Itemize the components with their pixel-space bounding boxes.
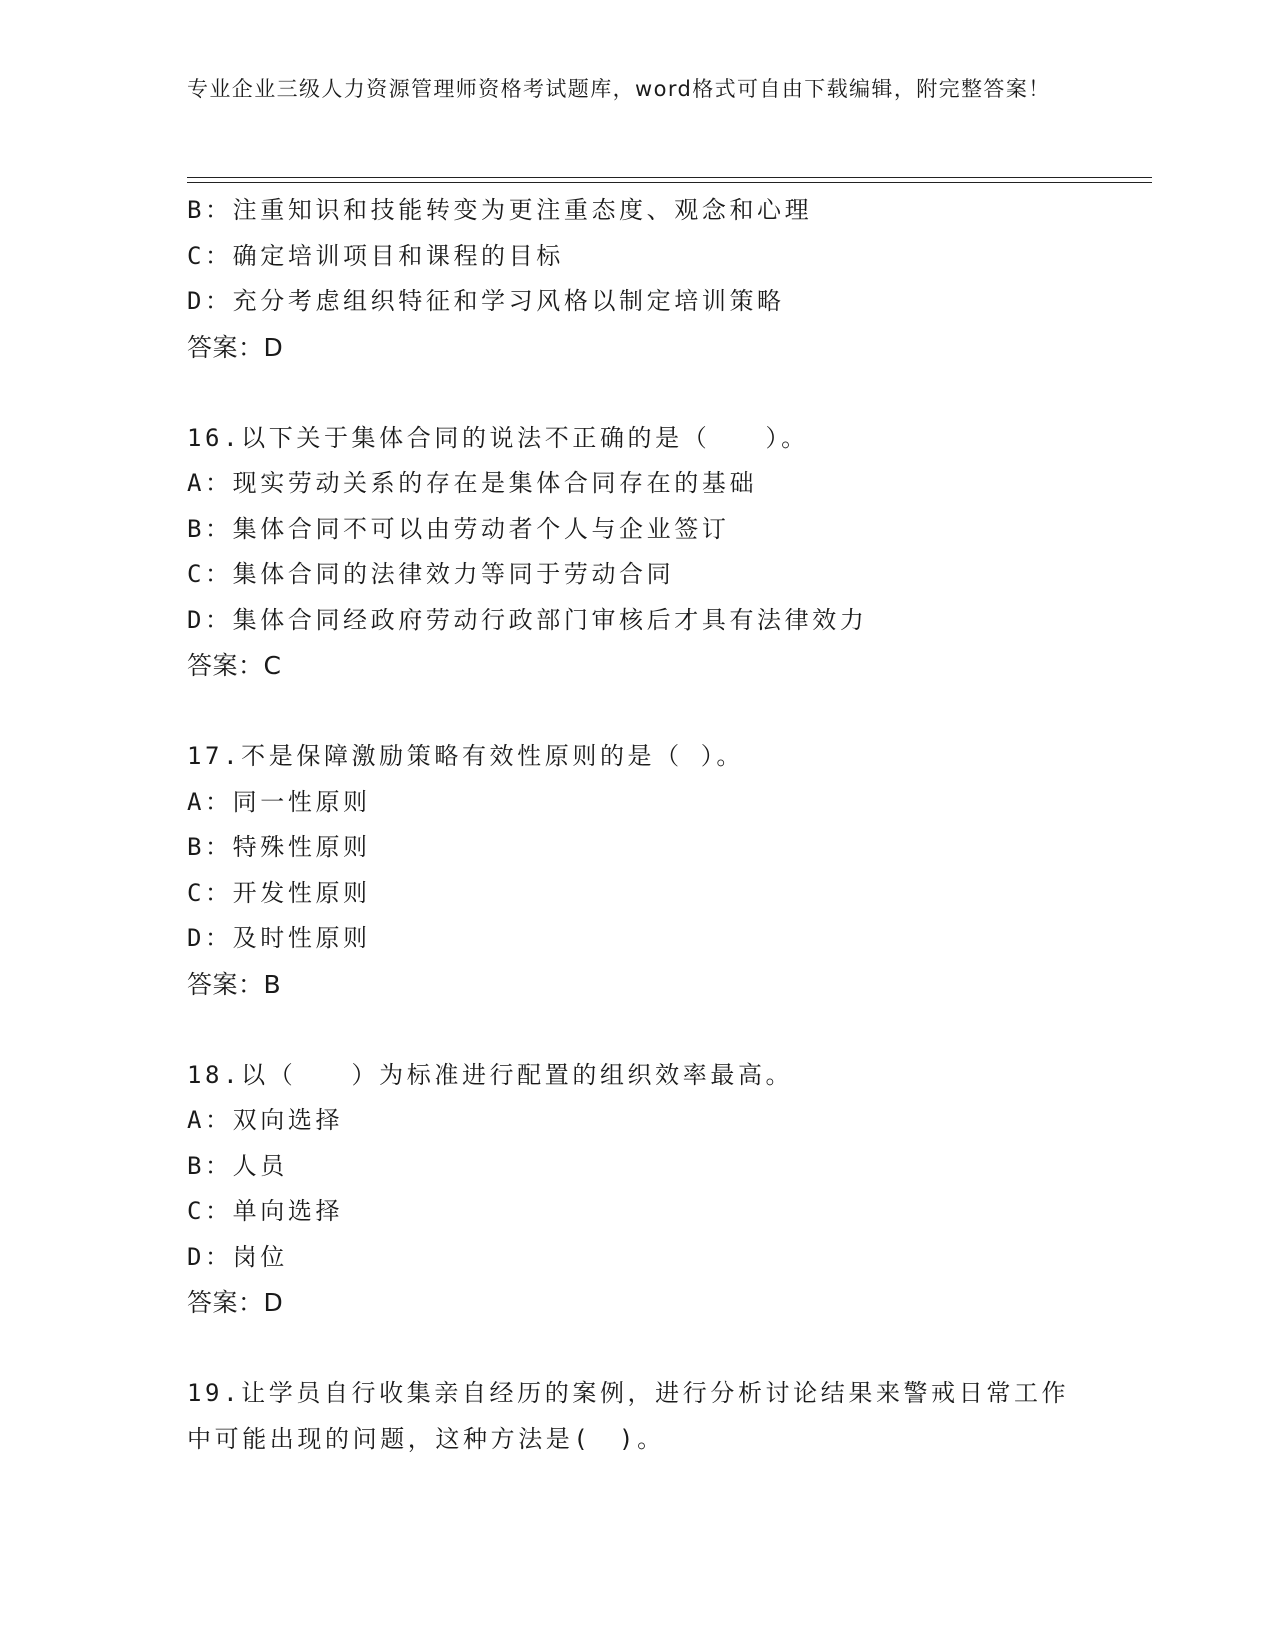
option-a: A：现实劳动关系的存在是集体合同存在的基础 [187,469,758,497]
option-c: C：开发性原则 [187,878,371,907]
answer: 答案：D [187,1288,284,1317]
header-divider-top [187,177,1152,178]
document-header: 专业企业三级人力资源管理师资格考试题库，word格式可自由下载编辑，附完整答案！ [187,77,1051,101]
question-19 [187,1371,1152,1462]
option-c: C：集体合同的法律效力等同于劳动合同 [187,560,675,588]
spacer [187,1326,1152,1372]
question-18 [187,1053,1152,1326]
question-stem: 17.不是保障激励策略有效性原则的是（ ）。 [187,742,744,770]
option-b: B：人员 [187,1151,288,1180]
option-d: D：及时性原则 [187,924,371,952]
question-stem: 16.以下关于集体合同的说法不正确的是（ ）。 [187,423,809,452]
question-stem: 19.让学员自行收集亲自经历的案例，进行分析讨论结果来警戒日常工作中可能出现的问题，这种方法是( )。 [187,1379,1070,1453]
option-c: C：确定培训项目和课程的目标 [187,241,564,270]
spacer [187,1007,1152,1053]
spacer [187,370,1152,416]
option-a: A：同一性原则 [187,787,371,816]
option-d: D：岗位 [187,1242,288,1271]
option-b: B：特殊性原则 [187,833,371,861]
option-c: C：单向选择 [187,1197,344,1225]
question-list [187,188,1152,1462]
question-stem: 18.以（ ）为标准进行配置的组织效率最高。 [187,1060,794,1089]
answer: 答案：C [187,651,282,680]
option-b: B：集体合同不可以由劳动者个人与企业签订 [187,514,730,543]
option-d: D：集体合同经政府劳动行政部门审核后才具有法律效力 [187,605,868,634]
option-b: B：注重知识和技能转变为更注重态度、观念和心理 [187,196,813,224]
question-15-continued [187,188,1152,370]
answer: 答案：D [187,332,284,362]
header-divider-bottom [187,182,1152,183]
question-17 [187,734,1152,1007]
option-a: A：双向选择 [187,1106,344,1134]
answer: 答案：B [187,969,282,999]
spacer [187,689,1152,735]
question-16 [187,416,1152,689]
option-d: D：充分考虑组织特征和学习风格以制定培训策略 [187,287,785,315]
